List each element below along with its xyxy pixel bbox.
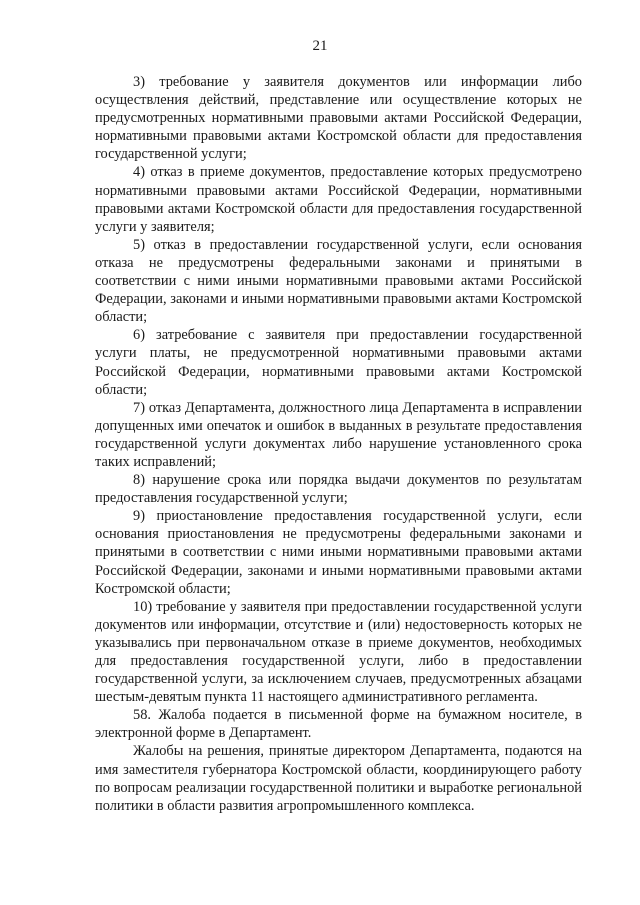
paragraph-item-10: 10) требование у заявителя при предоставлении государственной услуги документов или информации, отсутствие и (или) недостоверность которых не указывались при первоначальном отказе в приеме документов, необходимых для предоставления государственной услуги, либо в предоставлении государственной услуги, за исключением случаев, предусмотренных абзацами шестым-девятым пункта 11 настоящего административного регламента.: [95, 598, 582, 706]
paragraph-item-5: 5) отказ в предоставлении государственной услуги, если основания отказа не предусмотрены федеральными законами и принятыми в соответствии с ними иными нормативными правовыми актами Российской Федерации, законами и иными нормативными правовыми актами Костромской области;: [95, 236, 582, 326]
paragraph-item-9: 9) приостановление предоставления государственной услуги, если основания приостановления не предусмотрены федеральными законами и принятыми в соответствии с ними иными нормативными правовыми актами Российской Федерации, законами и иными нормативными правовыми актами Костромской области;: [95, 508, 582, 597]
paragraph-item-8: 8) нарушение срока или порядка выдачи документов по результатам предоставления государственной услуги;: [95, 472, 582, 507]
paragraph-item-7: 7) отказ Департамента, должностного лица Департамента в исправлении допущенных ими опечаток и ошибок в выданных в результате предоставления государственной услуги документах либо нарушение установленного срока таких исправлений;: [95, 399, 582, 470]
paragraph-clause-58: 58. Жалоба подается в письменной форме на бумажном носителе, в электронной форме в Департамент.: [95, 707, 582, 742]
paragraph-item-4: 4) отказ в приеме документов, предоставление которых предусмотрено нормативными правовыми актами Российской Федерации, нормативными правовыми актами Костромской области для предоставления государственной услуги у заявителя;: [95, 164, 582, 235]
paragraph-complaints-director: Жалобы на решения, принятые директором Департамента, подаются на имя заместителя губернатора Костромской области, координирующего работу по вопросам реализации государственной политики и выработке региональной политики в области развития агропромышленного комплекса.: [95, 743, 582, 814]
document-body: [95, 73, 582, 815]
paragraph-item-6: 6) затребование с заявителя при предоставлении государственной услуги платы, не предусмотренной нормативными правовыми актами Российской Федерации, нормативными правовыми актами Костромской области;: [95, 327, 582, 398]
paragraph-item-3: 3) требование у заявителя документов или информации либо осуществления действий, представление или осуществление которых не предусмотренных нормативными правовыми актами Российской Федерации, нормативными правовыми актами Костромской области для предоставления государственной услуги;: [95, 74, 582, 163]
page-number: 21: [312, 38, 328, 54]
